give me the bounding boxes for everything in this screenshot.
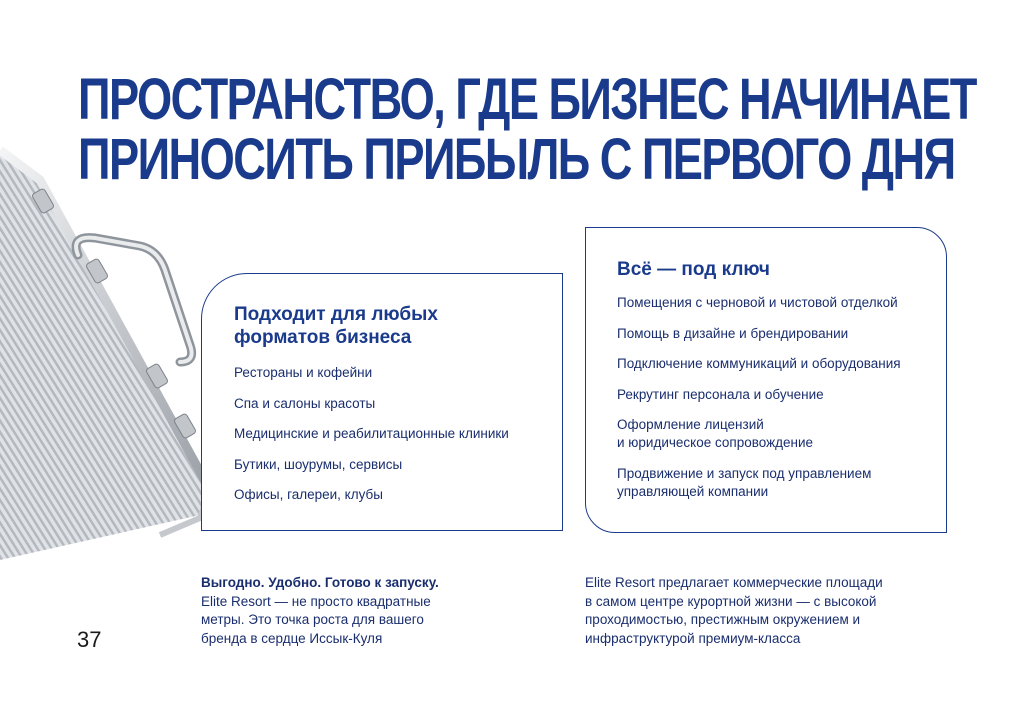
turnkey-card bbox=[585, 227, 947, 533]
list-item: Медицинские и реабилитационные клиники bbox=[234, 426, 509, 441]
business-formats-title: Подходит для любых форматов бизнеса bbox=[234, 304, 438, 348]
benefits-paragraph bbox=[201, 574, 461, 648]
business-formats-card bbox=[201, 273, 563, 531]
headline-line-1: ПРОСТРАНСТВО, ГДЕ БИЗНЕС НАЧИНАЕТ bbox=[78, 67, 976, 132]
list-item: Подключение коммуникаций и оборудования bbox=[617, 356, 901, 371]
list-item: Рестораны и кофейни bbox=[234, 365, 373, 380]
list-item: Помощь в дизайне и брендировании bbox=[617, 325, 849, 341]
offer-paragraph: Elite Resort предлагает коммерческие площади в самом центре курортной жизни — с высокой проходимостью, престижным окружением и инфраструктурой премиум-класса bbox=[585, 575, 883, 646]
list-item: Помещения с черновой и чистовой отделкой bbox=[617, 295, 898, 310]
list-item: Офисы, галереи, клубы bbox=[234, 487, 383, 502]
aluminum-briefcase-image bbox=[0, 140, 230, 560]
list-item: Спа и салоны красоты bbox=[234, 395, 376, 411]
business-formats-list bbox=[234, 364, 509, 517]
headline-line-2: ПРИНОСИТЬ ПРИБЫЛЬ С ПЕРВОГО ДНЯ bbox=[78, 127, 955, 192]
list-item: Бутики, шоурумы, сервисы bbox=[234, 456, 403, 472]
turnkey-title: Всё — под ключ bbox=[617, 259, 770, 280]
benefits-lead: Выгодно. Удобно. Готово к запуску. bbox=[201, 575, 439, 590]
page-number: 37 bbox=[77, 627, 102, 652]
list-item: Оформление лицензий и юридическое сопровождение bbox=[617, 417, 814, 450]
list-item: Продвижение и запуск под управлением управляющей компании bbox=[617, 465, 872, 499]
benefits-body: Elite Resort — не просто квадратные метры. Это точка роста для вашего бренда в сердце Иссык-Куля bbox=[201, 593, 431, 646]
turnkey-list bbox=[617, 294, 937, 513]
page-headline bbox=[78, 67, 976, 192]
list-item: Рекрутинг персонала и обучение bbox=[617, 386, 824, 402]
